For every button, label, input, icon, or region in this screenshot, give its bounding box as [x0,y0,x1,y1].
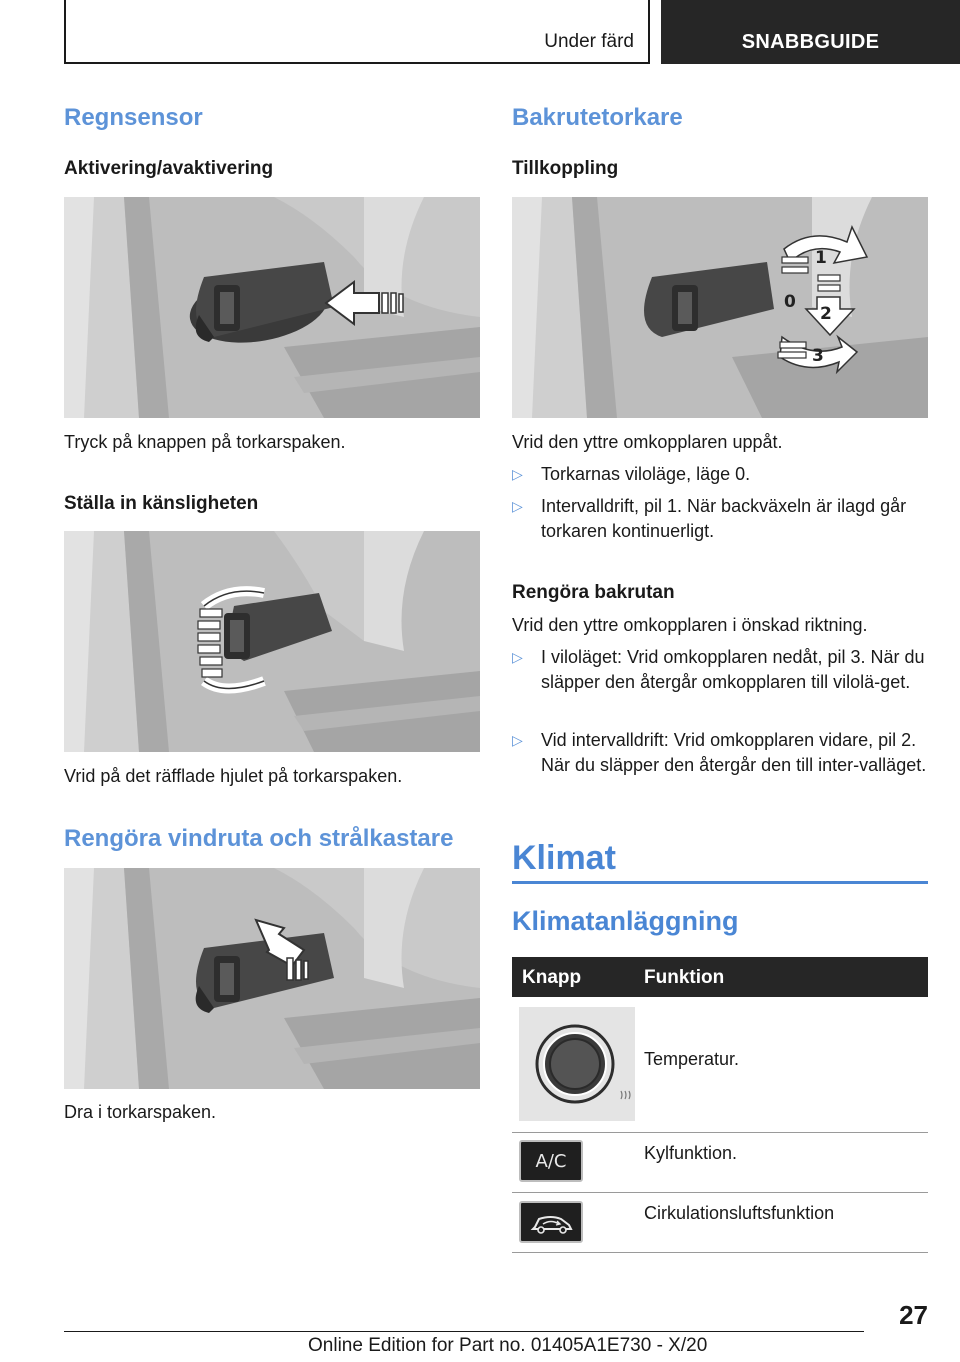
page-number: 27 [899,1300,928,1330]
table-row [512,997,928,1133]
activation-text: Tryck på knappen på torkarspaken. [64,432,346,452]
chapter-divider [512,881,928,884]
rear-wiper-illustration [512,197,928,418]
chapter-heading: Klimat [512,839,616,877]
ac-button-label: A/C [535,1151,567,1172]
activation-heading: Aktivering/avaktivering [64,158,274,179]
switch-on-heading: Tillkoppling [512,158,619,179]
triangle-right-icon: ▷ [512,498,523,514]
table-row [512,1133,928,1193]
climate-heading: Klimatanläggning [512,906,739,936]
column-header-button: Knapp [522,967,582,988]
triangle-right-icon: ▷ [512,649,523,665]
rear-wiper-bullet: ▷ Intervalldrift, pil 1. När backväxeln är ilagd går torkaren kontinuerligt. [512,496,907,541]
clean-heading: Rengöra vindruta och strålkastare [64,825,454,852]
clean-rear-text: Vrid den yttre omkopplaren i önskad riktning. [512,615,868,635]
table-row [512,1193,928,1253]
header-frame [64,0,650,64]
clean-rear-bullet: ▷ Vid intervalldrift: Vrid omkopplaren vidare, pil 2. När du släpper den återgår den till inter-valläget. [512,730,927,775]
section-tab-label: SNABBGUIDE [741,31,880,53]
column-header-function: Funktion [644,967,725,988]
sensitivity-text: Vrid på det räfflade hjulet på torkarspaken. [64,766,403,786]
switch-on-text: Vrid den yttre omkopplaren uppåt. [512,432,783,452]
temperature-function-text: Temperatur. [644,1049,740,1069]
clean-rear-bullet: ▷ I viloläget: Vrid omkopplaren nedåt, pil 3. När du släpper den återgår omkopplaren till vilolä-get. [512,647,925,692]
wiper-stalk-pull-illustration [64,868,480,1089]
triangle-right-icon: ▷ [512,466,523,482]
car-recirculation-icon [521,1203,581,1241]
temperature-knob-icon [519,1007,635,1121]
triangle-right-icon: ▷ [512,732,523,748]
rear-wiper-label-3: 3 [812,346,824,366]
rear-wiper-label-2: 2 [820,304,832,324]
ac-function-text: Kylfunktion. [644,1143,738,1163]
clean-text: Dra i torkarspaken. [64,1102,217,1122]
rear-wiper-bullet: ▷ Torkarnas viloläge, läge 0. [512,462,928,487]
sensitivity-heading: Ställa in känsligheten [64,493,259,514]
ac-button [519,1140,583,1182]
rain-sensor-heading: Regnsensor [64,104,203,131]
wiper-stalk-press-illustration [64,197,480,418]
chapter-label: Under färd [544,31,634,52]
recirculation-function-text: Cirkulationsluftsfunktion [644,1203,835,1223]
rear-wiper-heading: Bakrutetorkare [512,104,683,131]
table-header [512,957,928,997]
climate-table [512,957,928,1253]
section-tab [661,0,960,64]
recirculation-button [519,1201,583,1243]
wiper-stalk-wheel-illustration [64,531,480,752]
rear-wiper-label-0: 0 [784,292,796,312]
clean-rear-heading: Rengöra bakrutan [512,582,675,603]
footer-divider [64,1331,864,1332]
footer-edition: Online Edition for Part no. 01405A1E730 - X/20 [308,1335,708,1356]
rear-wiper-label-1: 1 [815,248,827,268]
